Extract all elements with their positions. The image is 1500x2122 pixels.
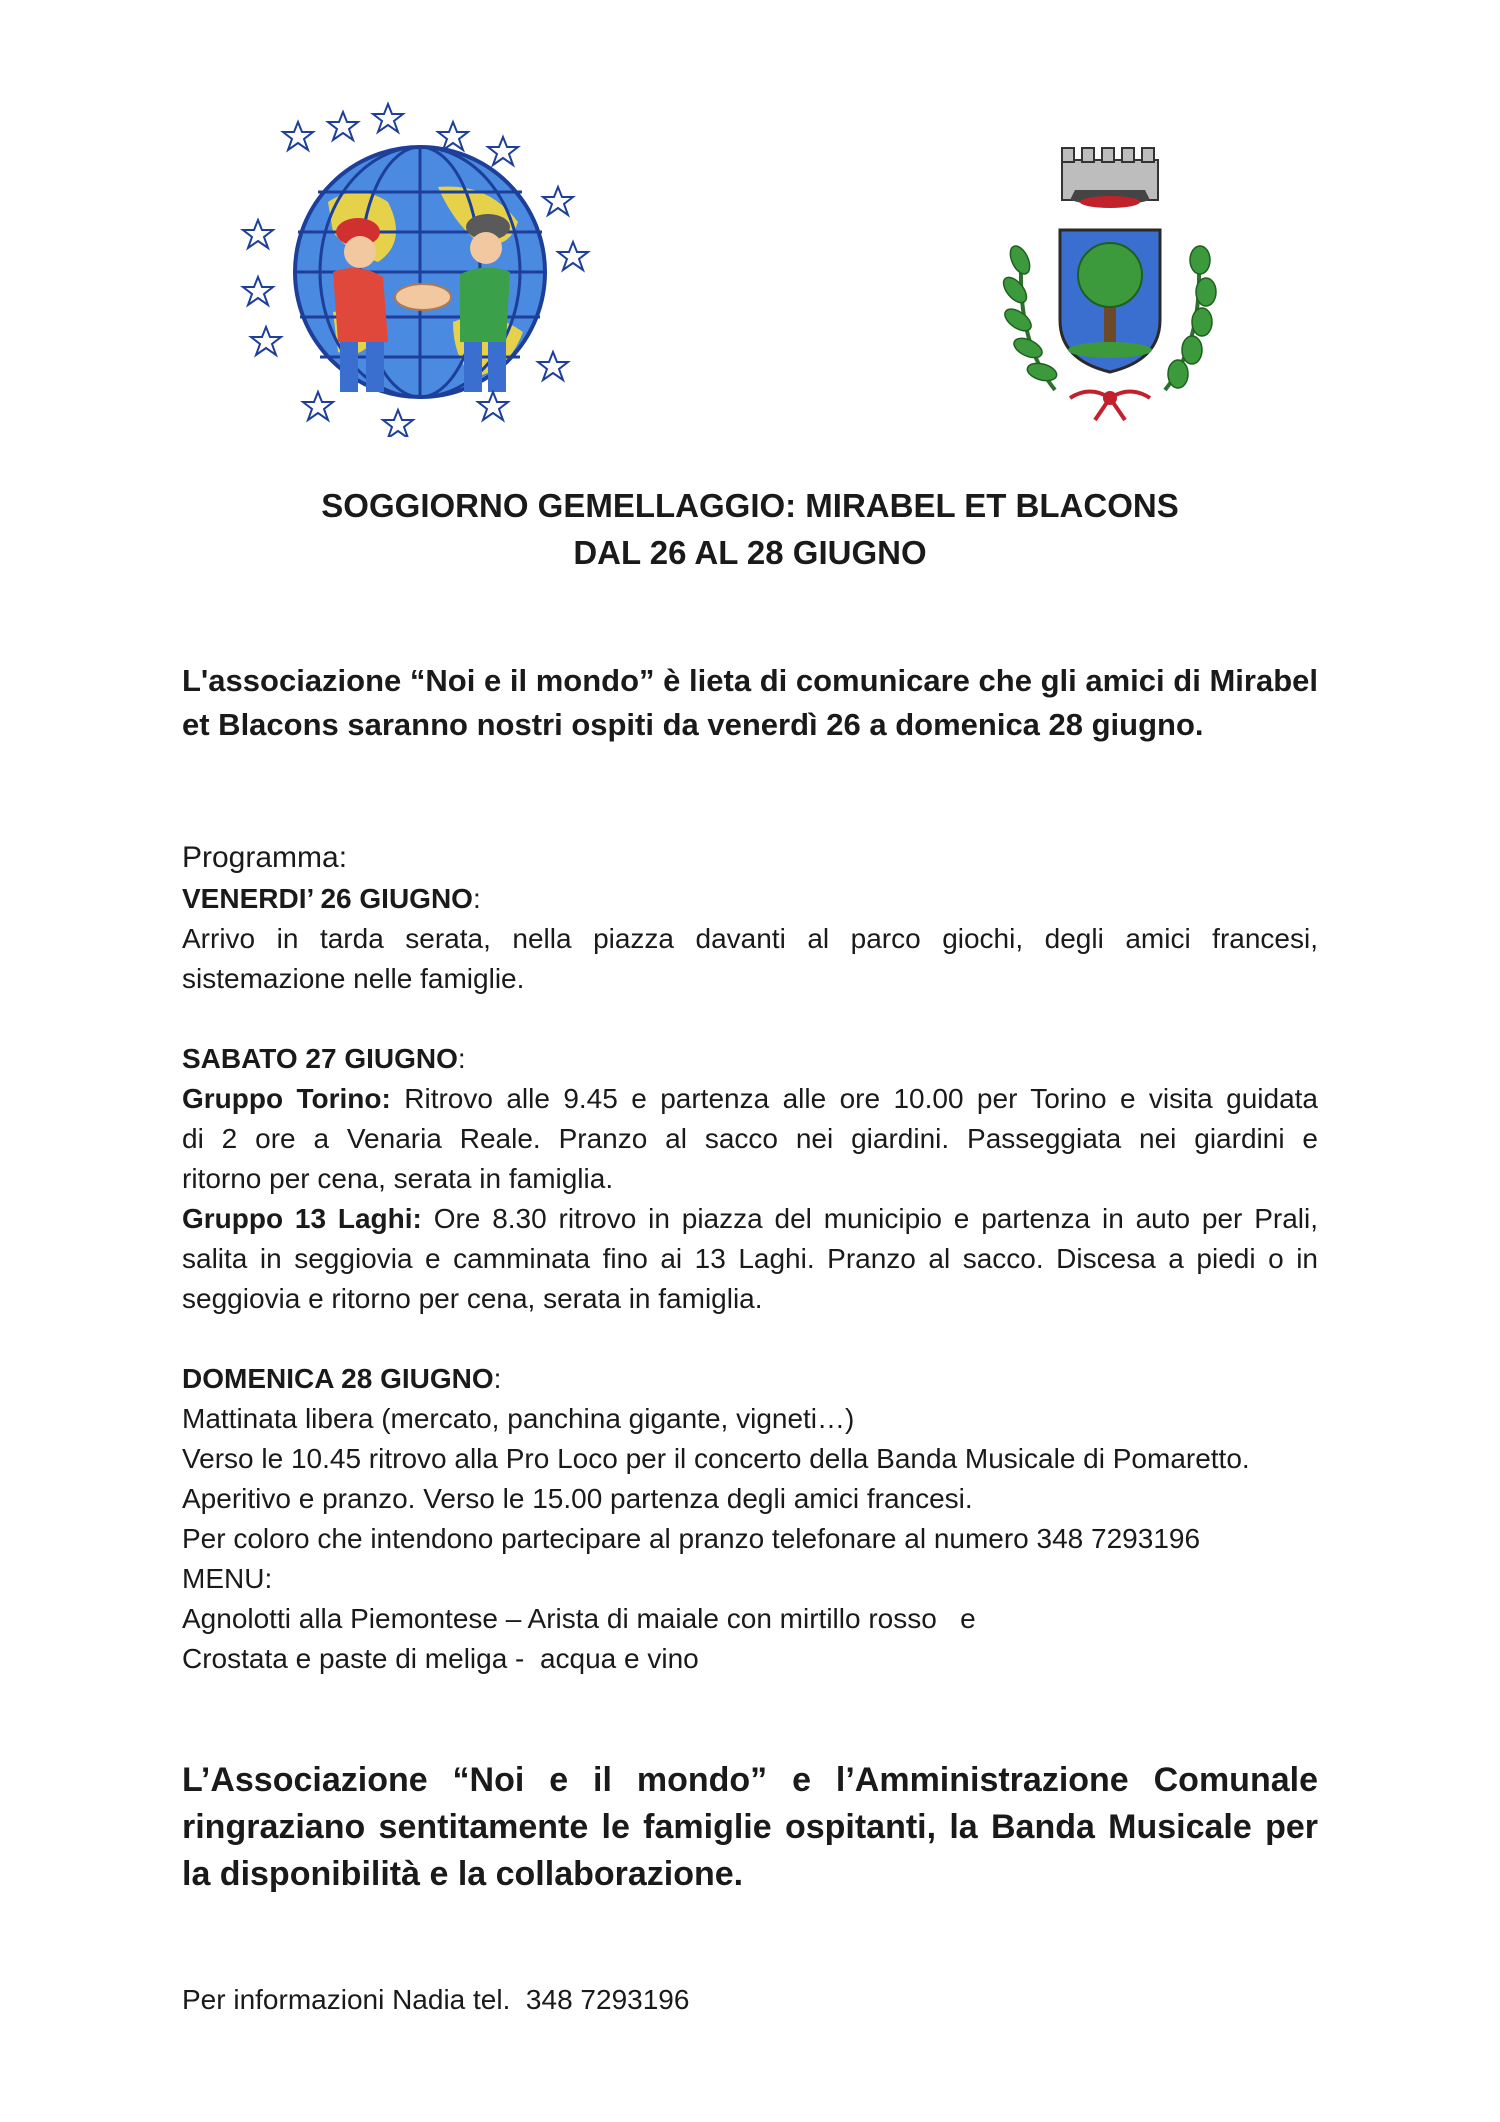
- handshake-shape: [395, 284, 451, 310]
- torino-line: [182, 1079, 1318, 1119]
- coat-of-arms-logo: [960, 140, 1260, 430]
- contact-info: Per informazioni Nadia tel. 348 7293196: [182, 1984, 690, 2015]
- torino-text: Ritrovo alle 9.45 e partenza alle ore 10.00 per Torino e visita guidata: [390, 1083, 1318, 1114]
- menu-line: Agnolotti alla Piemontese – Arista di maiale con mirtillo rosso e: [182, 1603, 976, 1634]
- venerdi-line: sistemazione nelle famiglie.: [182, 963, 525, 994]
- domenica-heading-colon: :: [493, 1363, 502, 1394]
- globe-logo: [238, 92, 598, 437]
- domenica-line: Verso le 10.45 ritrovo alla Pro Loco per il concerto della Banda Musicale di Pomaretto.: [182, 1443, 1250, 1474]
- venerdi-line: Arrivo in tarda serata, nella piazza davanti al parco giochi, degli amici francesi,: [182, 923, 1318, 954]
- oak-branch-right: [1165, 246, 1216, 390]
- laghi-line: [182, 1199, 1318, 1239]
- sabato-heading: [182, 1039, 1318, 1079]
- sabato-heading-text: SABATO 27 GIUGNO: [182, 1043, 458, 1074]
- laurel-branch-left: [999, 243, 1058, 390]
- programma-label: Programma:: [182, 841, 348, 874]
- mural-crown: [1062, 148, 1158, 208]
- page-title-line1: SOGGIORNO GEMELLAGGIO: MIRABEL ET BLACONS: [321, 487, 1179, 524]
- domenica-heading-text: DOMENICA 28 GIUGNO: [182, 1363, 494, 1394]
- laghi-text: Ore 8.30 ritrovo in piazza del municipio e partenza in auto per Prali,: [421, 1203, 1318, 1234]
- gruppo-laghi-label: Gruppo 13 Laghi:: [182, 1203, 422, 1234]
- laghi-line: salita in seggiovia e camminata fino ai 13 Laghi. Pranzo al sacco. Discesa a piedi o in: [182, 1243, 1318, 1274]
- venerdi-heading-colon: :: [472, 883, 481, 914]
- domenica-body: [182, 1399, 1318, 1679]
- domenica-line: Mattinata libera (mercato, panchina gigante, vigneti…): [182, 1403, 855, 1434]
- torino-line: di 2 ore a Venaria Reale. Pranzo al sacco nei giardini. Passeggiata nei giardini e: [182, 1123, 1318, 1154]
- menu-line: Crostata e paste di meliga - acqua e vino: [182, 1643, 699, 1674]
- torino-line: ritorno per cena, serata in famiglia.: [182, 1163, 614, 1194]
- domenica-heading: [182, 1359, 1318, 1399]
- venerdi-heading-text: VENERDI’ 26 GIUGNO: [182, 883, 473, 914]
- domenica-line: Aperitivo e pranzo. Verso le 15.00 partenza degli amici francesi.: [182, 1483, 973, 1514]
- domenica-line: Per coloro che intendono partecipare al pranzo telefonare al numero 348 7293196: [182, 1523, 1201, 1554]
- page-title-line2: DAL 26 AL 28 GIUGNO: [573, 534, 927, 571]
- venerdi-heading: [182, 879, 1318, 919]
- laghi-line: seggiovia e ritorno per cena, serata in famiglia.: [182, 1283, 763, 1314]
- menu-label: MENU:: [182, 1563, 273, 1594]
- gruppo-torino-label: Gruppo Torino:: [182, 1083, 391, 1114]
- intro-paragraph: L'associazione “Noi e il mondo” è lieta di comunicare che gli amici di Mirabel et Blacons saranno nostri ospiti da venerdì 26 a domenica 28 giugno.: [182, 663, 1318, 742]
- ribbon-bow: [1070, 392, 1150, 421]
- sabato-heading-colon: :: [457, 1043, 466, 1074]
- sabato-body: [182, 1079, 1318, 1319]
- thanks-paragraph: L’Associazione “Noi e il mondo” e l’Amministrazione Comunale ringraziano sentitamente le famiglie ospitanti, la Banda Musicale per la disponibilità e la collaborazione.: [182, 1761, 1318, 1893]
- venerdi-body: [182, 919, 1318, 999]
